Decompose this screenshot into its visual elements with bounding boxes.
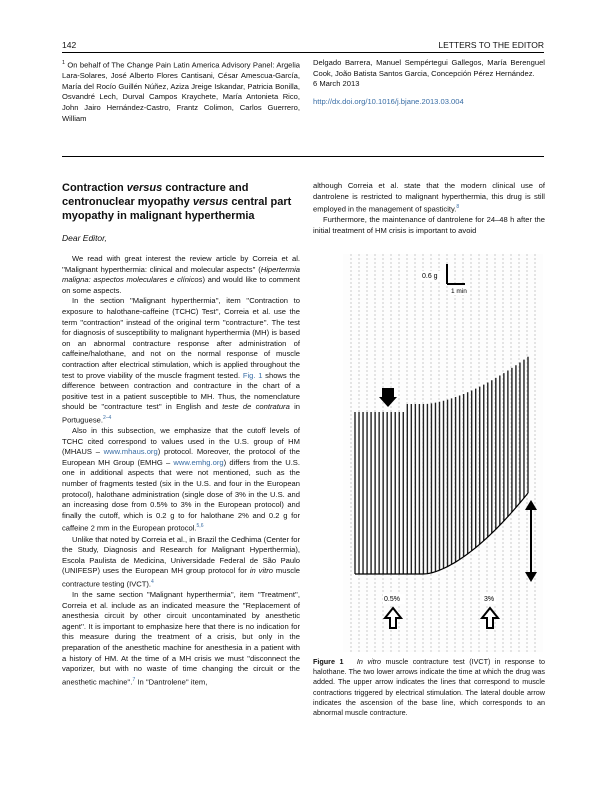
ivct-chart <box>343 254 543 652</box>
salutation: Dear Editor, <box>62 233 107 243</box>
fig1-link[interactable]: Fig. 1 <box>242 370 263 380</box>
figure-1 <box>343 254 543 652</box>
authors-text: Delgado Barrera, Manuel Sempértegui Gallegos, María Berenguel Cook, João Batista Santos Garcia, Concepción Pérez Hernández. <box>313 58 545 78</box>
doi-link[interactable]: http://dx.doi.org/10.1016/j.bjane.2013.03.004 <box>313 96 464 106</box>
footnote-block <box>62 58 300 124</box>
title-part: contracture and centronuclear myopathy <box>62 182 249 208</box>
footnote-text: On behalf of The Change Pain Latin America Advisory Panel: Argelia Lara-Solares, José Alberto Flores Cantisani, César Amescua-García, María del Rocío Guillén Núñez, Aziza Jreige Iskandar, Patricia Bonilla, Osvandré Lech, Durval Campos Kraychete, María Antonieta Rico, John Jairo Hernández-Castro, Frantz Colimon, Carlos Guerrero, William <box>62 60 300 123</box>
section-header: LETTERS TO THE EDITOR <box>438 40 544 50</box>
title-part: Contraction <box>62 182 127 194</box>
paragraph-5: In the same section ''Malignant hyperthermia'', item ''Treatment'', Correia et al. include as an indicated measure the ''Replacement of anesthesia circuit by other circuit uncontaminated by anesthetic agent''. It is important to emphasize here that there is no indication for this measure during the treatment of a crisis, but only in the preparation of the anesthetic machine for anesthesia in a patient with a history of HM. At the time of a MH crisis we must ''disconnect the vaporizer, but with no waste of time changing the circuit or the anesthetic machine''.$^7$ In ''Dantrolene'' item, <box>62 590 300 687</box>
header-rule <box>62 52 544 53</box>
paragraph-3: Also in this subsection, we emphasize that the cutoff levels of TCHC cited correspond to values used in the U.S. group of HM (MHAUS – www.mhaus.org) protocol. Moreover, the protocol of the European MH Group (EMHG – www.emhg.org) differs from the U.S. one in additional aspects that were not mentioned, such as the number of fragments tested (six in the U.S. and four in the European protocol), halothane administration (single dose of 3% in the U.S. and an increasing dose from 0.5% to 3% in the European protocol) and finally the cutoff, which is 0.2 g to for halothane 2% and 0.2 g for caffeine 2 mm in the European protocol.$^{5,6}$ <box>62 426 300 533</box>
right-paragraph-1: although Correia et al. state that the modern clinical use of dantrolene is restricted to malignant hyperthermia, this drug is still employed in the management of spasticity.$^8$ <box>313 181 545 214</box>
footnote-mark: 1 <box>62 60 66 66</box>
time-label: 1 min <box>451 288 467 295</box>
emhg-link[interactable]: www.emhg.org <box>173 457 224 467</box>
paragraph-2: In the section ''Malignant hyperthermia'', item ''Contraction to exposure to halothane-caffeine (TCHC) Test'', Correia et al. use the term ''contraction'' instead of the original term ''contracture''. The test for diagnosis of susceptibility to malignant hyperthermia (MH) is based on an abnormal contracture response after administration of caffeine/halothane, and not on the normal response of muscle contraction after electrical stimulation, which is applied throughout the test to prove viability of the muscle fragment tested. Fig. 1 shows the difference between contraction and contracture in the chart of a positive test in a patient susceptible to MH. Thus, the nomenclature should be ''contracture test'' in English and teste de contratura in Portuguese.$^{2-4}$ <box>62 296 301 425</box>
scale-label: 0.6 g <box>422 273 438 280</box>
mhaus-link[interactable]: www.mhaus.org <box>103 447 158 457</box>
left-column <box>62 254 300 688</box>
title-part: central part myopathy in malignant hyperthermia <box>62 196 292 222</box>
dose-label-high: 3% <box>484 596 495 603</box>
title-italic: versus <box>192 196 229 208</box>
figure-caption: Figure 1 In vitro muscle contracture test (IVCT) in response to halothane. The two lower arrows indicate the time at which the drug was added. The upper arrow indicates the lines that correspond to muscle contractions triggered by electrical stimulation. The lateral double arrow indicates the ascension of the base line, which corresponds to an abnormal muscle contracture. <box>313 657 545 718</box>
right-paragraph-2: Furthermore, the maintenance of dantrolene for 24–48 h after the initial treatment of HM crisis is important to avoid <box>313 215 545 235</box>
dose-label-low: 0.5% <box>384 596 400 603</box>
section-separator <box>62 156 544 157</box>
paragraph-1: We read with great interest the review article by Correia et al. ''Malignant hyperthermia: clinical and molecular aspects'' (Hipertermia maligna: aspectos moleculares e clínicos) and would like to comment on some aspects. <box>62 254 300 295</box>
letter-date: 6 March 2013 <box>313 79 360 89</box>
page-number: 142 <box>62 40 77 50</box>
article-title <box>62 181 302 223</box>
caption-label: Figure 1 <box>313 657 344 666</box>
title-italic: versus <box>126 182 163 194</box>
paragraph-4: Unlike that noted by Correia et al., in Brazil the Cedhima (Center for the Study, Diagnosis and Research for Malignant Hyperthermia), Escola Paulista de Medicina, Universidade Federal de São Paulo (UNIFESP) uses the European MH group protocol for in vitro muscle contracture testing (IVCT).$^4$ <box>62 534 300 589</box>
right-column <box>313 181 545 237</box>
authors-continued <box>313 58 545 107</box>
